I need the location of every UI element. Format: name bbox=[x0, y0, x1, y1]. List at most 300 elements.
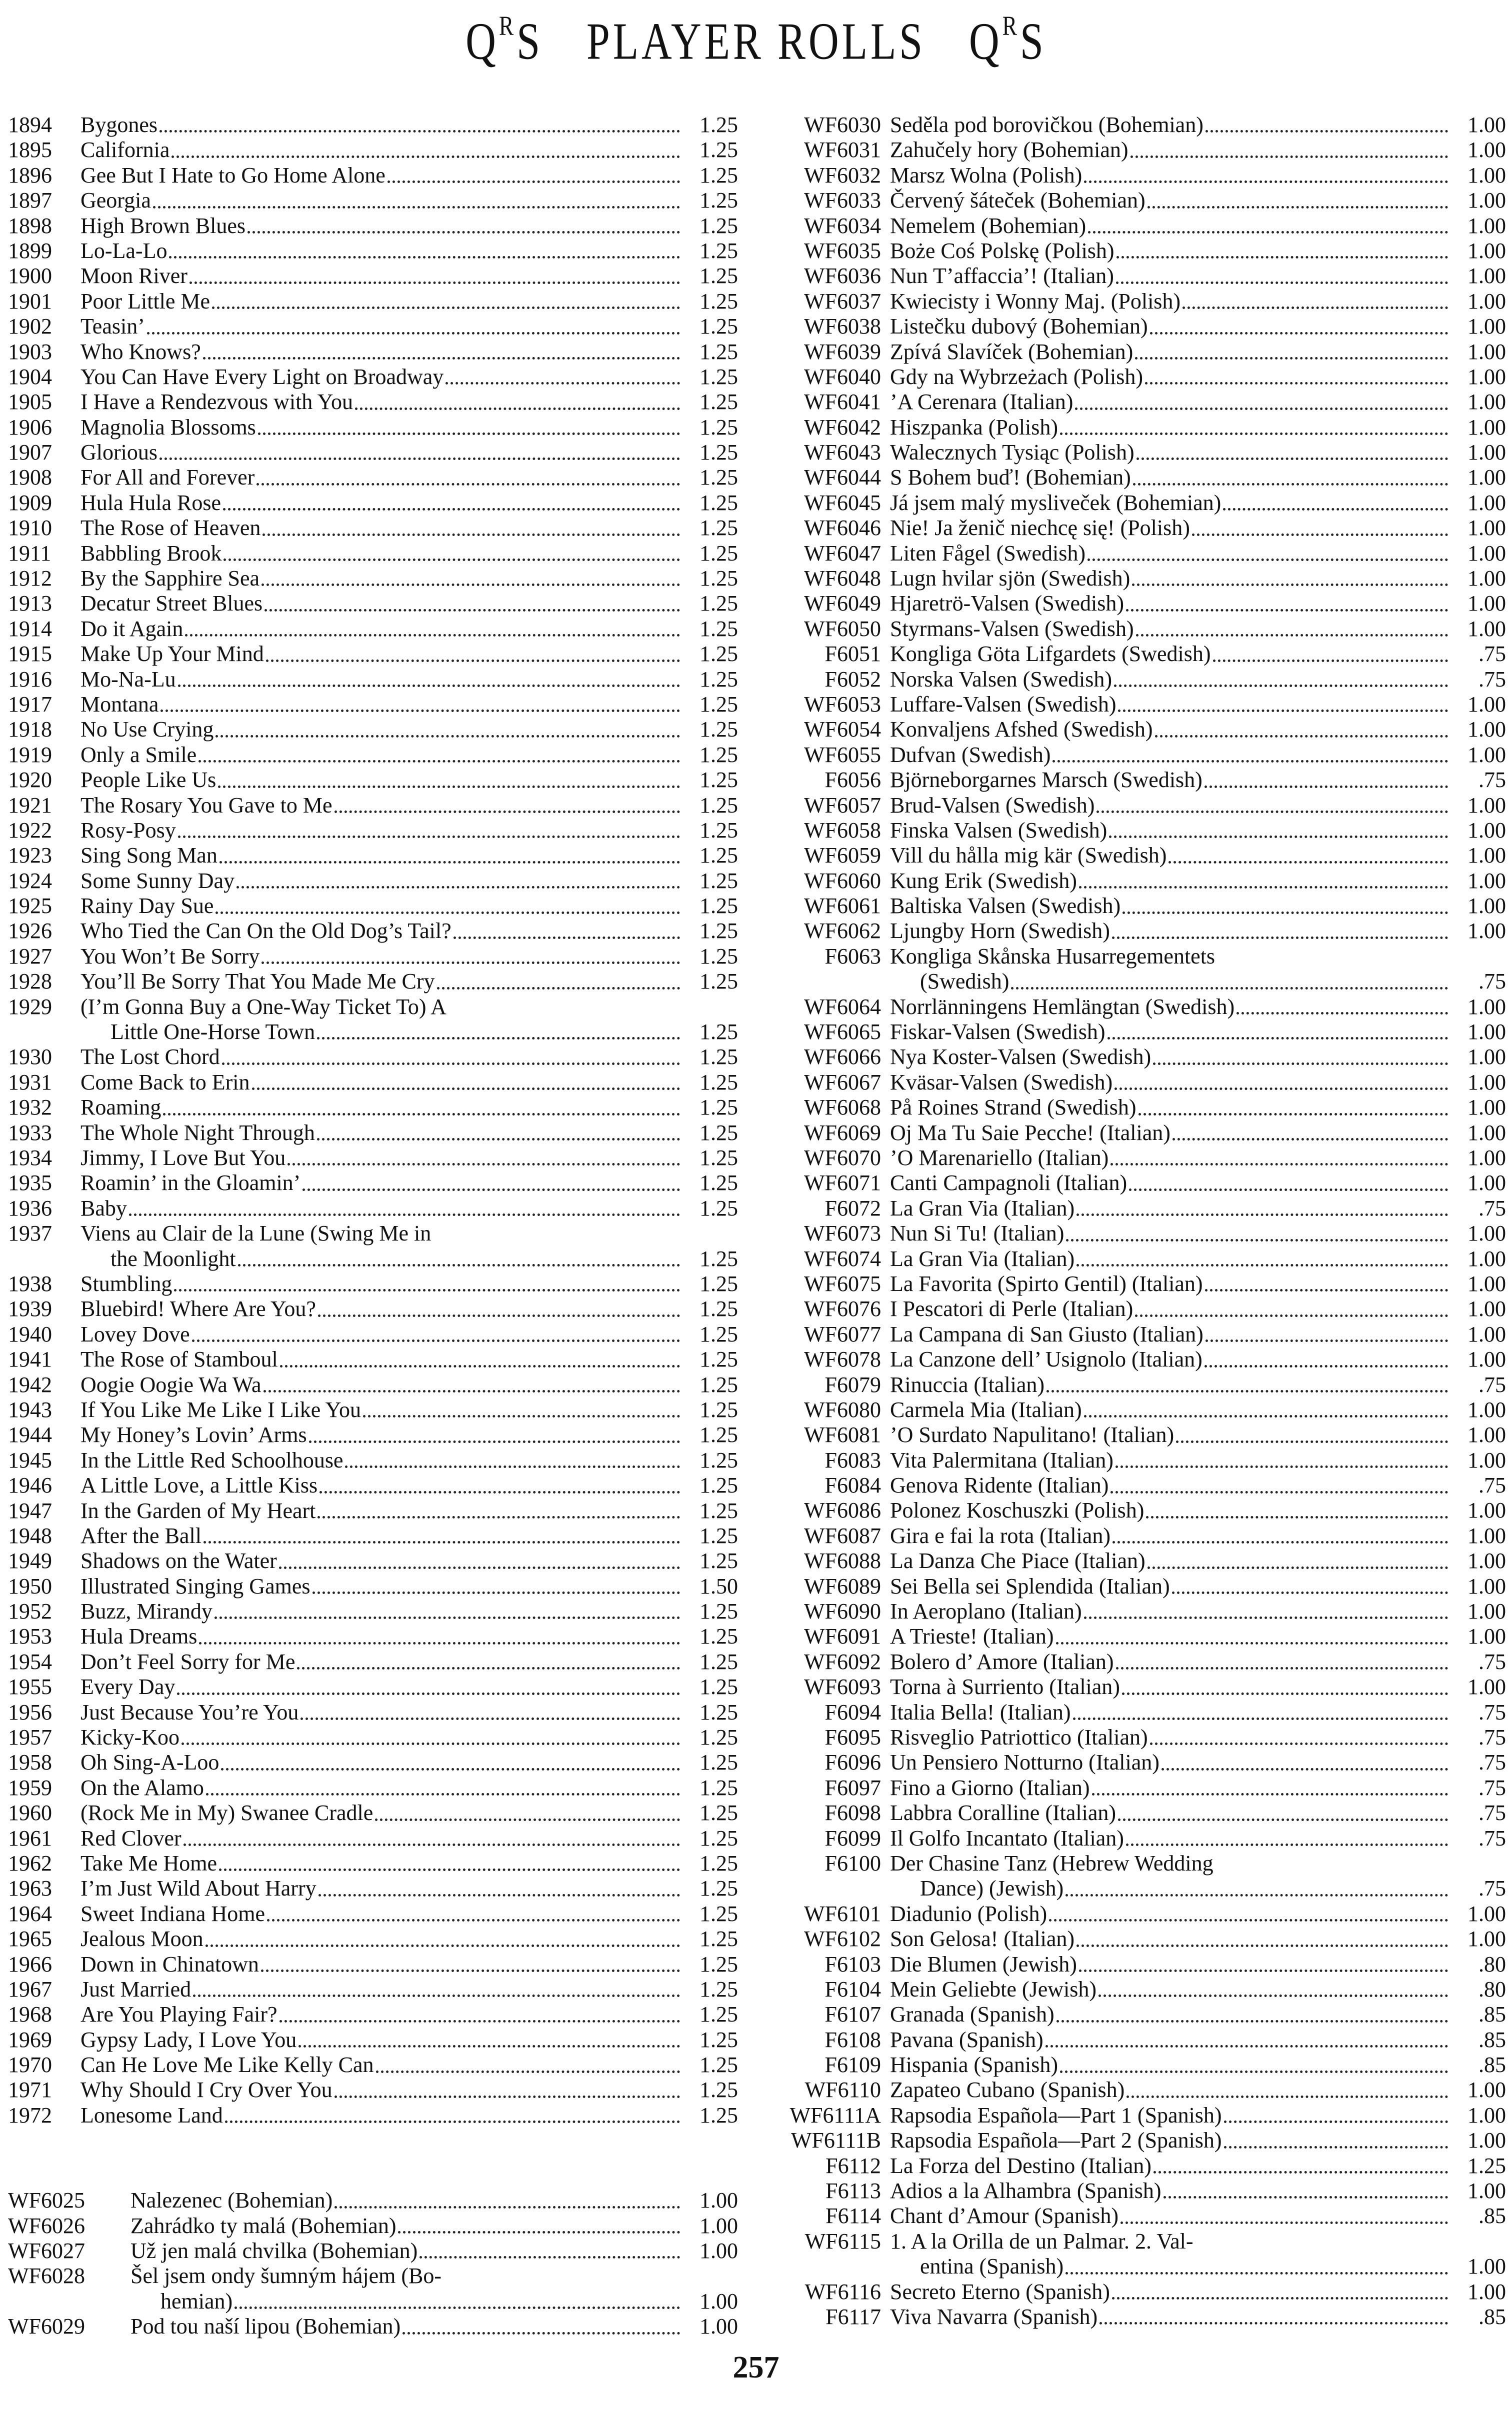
roll-title: Zpívá Slavíček (Bohemian) bbox=[890, 339, 1134, 364]
roll-number: WF6093 bbox=[804, 1674, 881, 1700]
roll-number: F6113 bbox=[826, 2178, 881, 2204]
roll-title: S Bohem buď! (Bohemian) bbox=[890, 465, 1131, 490]
dot-leader bbox=[1150, 1742, 1448, 1745]
roll-price: 1.00 bbox=[1468, 818, 1506, 842]
dot-leader bbox=[193, 1994, 680, 1997]
roll-title: Nie! Ja ženič niechcę się! (Polish) bbox=[890, 516, 1190, 540]
roll-price: 1.00 bbox=[1468, 414, 1506, 440]
dot-leader bbox=[1073, 1718, 1448, 1720]
dot-leader bbox=[267, 1919, 680, 1922]
catalog-entry bbox=[770, 1398, 1506, 1422]
roll-number: 1916 bbox=[8, 666, 52, 692]
catalog-entry bbox=[770, 868, 1506, 894]
roll-price: 1.00 bbox=[1468, 843, 1506, 868]
catalog-entry bbox=[8, 717, 738, 742]
dot-leader bbox=[1118, 710, 1448, 712]
catalog-entry bbox=[770, 440, 1506, 465]
dot-leader bbox=[1110, 1491, 1448, 1494]
roll-number: WF6067 bbox=[804, 1070, 881, 1094]
dot-leader bbox=[1112, 936, 1448, 939]
dot-leader bbox=[214, 1616, 680, 1619]
roll-number: 1927 bbox=[8, 944, 52, 968]
roll-number: WF6034 bbox=[804, 213, 881, 238]
dot-leader bbox=[182, 1742, 680, 1745]
roll-number: WF6058 bbox=[804, 818, 881, 842]
dot-leader bbox=[221, 1768, 680, 1770]
catalog-entry bbox=[8, 642, 738, 666]
roll-number: WF6040 bbox=[804, 364, 881, 389]
catalog-entry bbox=[8, 264, 738, 288]
roll-number: WF6075 bbox=[804, 1271, 881, 1296]
roll-price: 1.00 bbox=[1468, 1523, 1506, 1548]
catalog-entry bbox=[770, 1725, 1506, 1750]
roll-number: F6095 bbox=[824, 1725, 881, 1750]
roll-price: 1.25 bbox=[700, 2052, 738, 2078]
catalog-entry bbox=[770, 1020, 1506, 1044]
roll-number: WF6110 bbox=[804, 2078, 881, 2102]
roll-number: 1960 bbox=[8, 1800, 52, 1826]
roll-price: 1.00 bbox=[700, 2188, 738, 2213]
roll-number: 1922 bbox=[8, 818, 52, 842]
roll-number: 1919 bbox=[8, 742, 52, 767]
roll-title: Pavana (Spanish) bbox=[890, 2027, 1044, 2052]
catalog-entry bbox=[770, 415, 1506, 440]
catalog-entry bbox=[8, 1700, 738, 1725]
roll-number: WF6092 bbox=[804, 1649, 881, 1674]
roll-number: 1965 bbox=[8, 1926, 52, 1952]
roll-number: 1909 bbox=[8, 490, 52, 515]
roll-price: 1.25 bbox=[700, 1146, 738, 1170]
roll-price: 1.00 bbox=[1468, 390, 1506, 414]
roll-title: Baby bbox=[80, 1196, 127, 1220]
catalog-entry bbox=[8, 1196, 738, 1221]
roll-title: Zapateo Cubano (Spanish) bbox=[890, 2078, 1125, 2102]
roll-title: Genova Ridente (Italian) bbox=[890, 1473, 1109, 1498]
roll-number: 1946 bbox=[8, 1473, 52, 1498]
roll-title: Norska Valsen (Swedish) bbox=[890, 666, 1112, 692]
roll-price: 1.00 bbox=[1468, 314, 1506, 339]
roll-title: Bygones bbox=[80, 112, 158, 137]
catalog-entry bbox=[8, 1120, 738, 1146]
dot-leader bbox=[266, 660, 680, 662]
catalog-entry bbox=[770, 1750, 1506, 1775]
dot-leader bbox=[174, 1289, 680, 1292]
roll-number: 1954 bbox=[8, 1649, 52, 1674]
dot-leader bbox=[1148, 1566, 1448, 1569]
roll-title: Secreto Eterno (Spanish) bbox=[890, 2279, 1110, 2304]
roll-price: .85 bbox=[1478, 2052, 1506, 2078]
catalog-entry bbox=[770, 1221, 1506, 1246]
roll-price: 1.25 bbox=[700, 2002, 738, 2027]
roll-title: På Roines Strand (Swedish) bbox=[890, 1095, 1136, 1120]
roll-title: Lovey Dove bbox=[80, 1322, 190, 1346]
roll-price: 1.25 bbox=[700, 868, 738, 893]
catalog-entry bbox=[8, 566, 738, 591]
roll-price: 1.00 bbox=[1468, 2178, 1506, 2204]
roll-number: WF6036 bbox=[804, 264, 881, 288]
dot-leader bbox=[1182, 306, 1448, 309]
catalog-entry bbox=[770, 112, 1506, 138]
page-header bbox=[0, 10, 1512, 72]
dot-leader bbox=[363, 1415, 680, 1418]
roll-title: Risveglio Patriottico (Italian) bbox=[890, 1725, 1148, 1750]
roll-number: 1897 bbox=[8, 188, 52, 213]
roll-price: 1.25 bbox=[700, 1271, 738, 1296]
roll-title: Stumbling bbox=[80, 1271, 172, 1296]
dot-leader bbox=[1148, 206, 1448, 208]
roll-price: 1.00 bbox=[1468, 264, 1506, 288]
roll-price: 1.25 bbox=[700, 390, 738, 414]
catalog-entry bbox=[770, 1448, 1506, 1473]
roll-price: 1.00 bbox=[1468, 364, 1506, 389]
roll-price: 1.25 bbox=[700, 2027, 738, 2052]
roll-price: 1.25 bbox=[700, 692, 738, 716]
roll-number: WF6026 bbox=[8, 2213, 85, 2238]
roll-title: Nalezenec (Bohemian) bbox=[130, 2188, 333, 2213]
roll-price: 1.00 bbox=[1468, 1221, 1506, 1246]
roll-price: .75 bbox=[1478, 1649, 1506, 1674]
roll-price: .75 bbox=[1478, 969, 1506, 994]
catalog-entry bbox=[770, 1322, 1506, 1347]
roll-number: 1900 bbox=[8, 264, 52, 288]
roll-number: 1934 bbox=[8, 1146, 52, 1170]
dot-leader bbox=[312, 1592, 680, 1594]
dot-leader bbox=[1060, 2070, 1448, 2073]
catalog-entry bbox=[8, 340, 738, 364]
catalog-entry bbox=[8, 1095, 738, 1120]
catalog-entry bbox=[8, 138, 738, 162]
roll-title: Kväsar-Valsen (Swedish) bbox=[890, 1070, 1113, 1094]
roll-title: Pod tou naší lipou (Bohemian) bbox=[130, 2314, 401, 2339]
roll-title-continued: Dance) (Jewish) bbox=[920, 1876, 1064, 1901]
roll-title: Kongliga Göta Lifgardets (Swedish) bbox=[890, 642, 1211, 666]
roll-title: If You Like Me Like I Like You bbox=[80, 1397, 361, 1422]
roll-title: Can He Love Me Like Kelly Can bbox=[80, 2052, 374, 2078]
roll-number: 1933 bbox=[8, 1120, 52, 1145]
roll-title: Canti Campagnoli (Italian) bbox=[890, 1170, 1128, 1196]
roll-title: Zahučely hory (Bohemian) bbox=[890, 138, 1128, 162]
roll-title: California bbox=[80, 138, 170, 162]
catalog-entry bbox=[8, 1624, 738, 1649]
dot-leader bbox=[334, 2096, 680, 2098]
roll-price: 1.00 bbox=[1468, 465, 1506, 490]
catalog-entry bbox=[770, 163, 1506, 188]
roll-title: Kwiecisty i Wonny Maj. (Polish) bbox=[890, 288, 1181, 314]
roll-title: A Little Love, a Little Kiss bbox=[80, 1473, 318, 1498]
roll-price: 1.00 bbox=[700, 2238, 738, 2264]
roll-price: 1.25 bbox=[700, 1750, 738, 1775]
dot-leader bbox=[218, 786, 680, 788]
roll-title: Hjaretrö-Valsen (Swedish) bbox=[890, 591, 1124, 616]
catalog-entry bbox=[8, 364, 738, 390]
dot-leader bbox=[262, 584, 680, 586]
dot-leader bbox=[1122, 912, 1448, 914]
dot-leader bbox=[1135, 357, 1448, 360]
roll-price: 1.25 bbox=[700, 490, 738, 515]
roll-number: 1948 bbox=[8, 1523, 52, 1548]
roll-price: 1.00 bbox=[1468, 1070, 1506, 1094]
roll-number: WF6046 bbox=[804, 516, 881, 540]
catalog-entry bbox=[770, 591, 1506, 616]
roll-title: Konvaljens Afshed (Swedish) bbox=[890, 717, 1153, 742]
roll-price: 1.25 bbox=[700, 566, 738, 591]
dot-leader bbox=[203, 357, 680, 360]
catalog-entry bbox=[8, 1800, 738, 1826]
page-title: PLAYER ROLLS bbox=[586, 12, 926, 71]
roll-price: 1.25 bbox=[700, 1498, 738, 1523]
dot-leader bbox=[224, 558, 680, 561]
dot-leader bbox=[1132, 584, 1448, 586]
dot-leader bbox=[1223, 508, 1448, 510]
dot-leader bbox=[375, 1818, 680, 1821]
roll-number: WF6062 bbox=[804, 918, 881, 944]
roll-title: Kicky-Koo bbox=[80, 1725, 180, 1750]
roll-price: .75 bbox=[1478, 1826, 1506, 1850]
roll-price: 1.00 bbox=[1468, 490, 1506, 515]
roll-number: 1921 bbox=[8, 792, 52, 818]
catalog-entry bbox=[770, 2229, 1506, 2280]
roll-title: Fiskar-Valsen (Swedish) bbox=[890, 1020, 1106, 1044]
roll-price: 1.25 bbox=[700, 1700, 738, 1724]
roll-title: Liten Fågel (Swedish) bbox=[890, 540, 1086, 566]
catalog-entry bbox=[8, 1524, 738, 1548]
roll-price: 1.00 bbox=[1468, 238, 1506, 263]
roll-title: Oh Sing-A-Loo bbox=[80, 1750, 220, 1775]
roll-price: 1.00 bbox=[1468, 138, 1506, 162]
roll-title: Walecznych Tysiąc (Polish) bbox=[890, 440, 1134, 465]
dot-leader bbox=[1088, 231, 1448, 234]
catalog-entry bbox=[770, 1422, 1506, 1448]
catalog-entry bbox=[770, 742, 1506, 768]
roll-number: WF6090 bbox=[804, 1599, 881, 1624]
catalog-entry bbox=[8, 2238, 738, 2264]
catalog-entry bbox=[8, 1296, 738, 1322]
dot-leader bbox=[262, 962, 680, 964]
dot-leader bbox=[198, 760, 680, 762]
roll-number: 1935 bbox=[8, 1170, 52, 1196]
catalog-entry bbox=[770, 1800, 1506, 1826]
roll-price: 1.25 bbox=[700, 1020, 738, 1044]
roll-number: F6114 bbox=[826, 2204, 881, 2228]
roll-number: WF6029 bbox=[8, 2314, 85, 2339]
roll-price: 1.00 bbox=[1468, 1901, 1506, 1926]
roll-title: Red Clover bbox=[80, 1826, 182, 1850]
catalog-entry bbox=[8, 692, 738, 717]
dot-leader bbox=[1136, 458, 1448, 460]
roll-price: 1.25 bbox=[700, 642, 738, 666]
roll-title: Die Blumen (Jewish) bbox=[890, 1952, 1077, 1976]
roll-price: 1.25 bbox=[700, 540, 738, 566]
roll-price: 1.25 bbox=[700, 1044, 738, 1070]
roll-number: 1953 bbox=[8, 1624, 52, 1649]
dot-leader bbox=[204, 1541, 680, 1544]
dot-leader bbox=[1162, 1768, 1448, 1770]
catalog-entry bbox=[8, 2002, 738, 2027]
dot-leader bbox=[1172, 1138, 1448, 1140]
catalog-entry bbox=[8, 465, 738, 490]
catalog-entry bbox=[770, 289, 1506, 314]
dot-leader bbox=[1066, 2272, 1448, 2274]
roll-title: Illustrated Singing Games bbox=[80, 1574, 310, 1598]
roll-title: Hispania (Spanish) bbox=[890, 2052, 1058, 2078]
roll-number: WF6055 bbox=[804, 742, 881, 767]
roll-number: 1930 bbox=[8, 1044, 52, 1070]
dot-leader bbox=[1052, 760, 1448, 762]
roll-price: 1.25 bbox=[700, 213, 738, 238]
roll-number: WF6069 bbox=[804, 1120, 881, 1145]
catalog-entry bbox=[8, 1322, 738, 1347]
roll-price: 1.00 bbox=[1468, 868, 1506, 893]
dot-leader bbox=[1126, 2096, 1448, 2098]
roll-title: Finska Valsen (Swedish) bbox=[890, 818, 1108, 842]
roll-title: The Rose of Heaven bbox=[80, 516, 261, 540]
roll-price: 1.00 bbox=[1468, 692, 1506, 716]
dot-leader bbox=[288, 1163, 680, 1166]
catalog-entry bbox=[8, 1473, 738, 1498]
dot-leader bbox=[1075, 408, 1448, 410]
roll-price: 1.00 bbox=[1468, 994, 1506, 1019]
dot-leader bbox=[1084, 1415, 1448, 1418]
right-column bbox=[770, 112, 1506, 2330]
dot-leader bbox=[238, 1264, 680, 1266]
roll-price: 1.25 bbox=[700, 1397, 738, 1422]
catalog-entry bbox=[770, 1776, 1506, 1800]
roll-price: 1.00 bbox=[1468, 2254, 1506, 2279]
roll-title: Björneborgarnes Marsch (Swedish) bbox=[890, 768, 1202, 792]
roll-number: F6098 bbox=[824, 1800, 881, 1826]
roll-number: WF6087 bbox=[804, 1523, 881, 1548]
roll-title: Vita Palermitana (Italian) bbox=[890, 1448, 1114, 1472]
catalog-entry bbox=[8, 969, 738, 994]
roll-price: 1.00 bbox=[1468, 2128, 1506, 2153]
roll-title: Gypsy Lady, I Love You bbox=[80, 2027, 297, 2052]
roll-price: 1.25 bbox=[700, 1372, 738, 1397]
roll-price: 1.25 bbox=[700, 1523, 738, 1548]
roll-price: 1.00 bbox=[1468, 1498, 1506, 1523]
dot-leader bbox=[1176, 1440, 1448, 1443]
roll-number: WF6076 bbox=[804, 1296, 881, 1322]
roll-title: The Rose of Stamboul bbox=[80, 1347, 278, 1372]
roll-price: 1.00 bbox=[1468, 918, 1506, 944]
roll-number: 1907 bbox=[8, 440, 52, 465]
roll-number: WF6080 bbox=[804, 1397, 881, 1422]
roll-price: 1.00 bbox=[1468, 894, 1506, 918]
catalog-entry bbox=[770, 2052, 1506, 2078]
roll-price: 1.25 bbox=[700, 1246, 738, 1271]
roll-price: 1.00 bbox=[1468, 339, 1506, 364]
dot-leader bbox=[261, 1970, 680, 1972]
roll-price: 1.00 bbox=[700, 2314, 738, 2339]
catalog-entry bbox=[770, 1977, 1506, 2002]
catalog-entry bbox=[8, 2103, 738, 2128]
roll-title: La Canzone dell’ Usignolo (Italian) bbox=[890, 1347, 1202, 1372]
catalog-entry bbox=[770, 692, 1506, 717]
roll-price: 1.25 bbox=[700, 1649, 738, 1674]
roll-title: After the Ball bbox=[80, 1523, 202, 1548]
catalog-entry bbox=[770, 1851, 1506, 1902]
catalog-entry bbox=[8, 289, 738, 314]
roll-title: Ljungby Horn (Swedish) bbox=[890, 918, 1110, 944]
dot-leader bbox=[1049, 1919, 1448, 1922]
roll-price: 1.25 bbox=[700, 1422, 738, 1448]
roll-title: Jealous Moon bbox=[80, 1926, 204, 1952]
roll-price: .75 bbox=[1478, 1473, 1506, 1498]
catalog-entry bbox=[770, 1146, 1506, 1170]
dot-leader bbox=[160, 458, 680, 460]
roll-number: WF6116 bbox=[804, 2279, 881, 2304]
roll-number: WF6088 bbox=[804, 1548, 881, 1574]
catalog-entry bbox=[770, 1246, 1506, 1272]
roll-title-continued: the Moonlight bbox=[110, 1246, 236, 1271]
catalog-entry bbox=[8, 214, 738, 238]
catalog-entry bbox=[8, 868, 738, 894]
roll-price: 1.00 bbox=[1468, 1271, 1506, 1296]
roll-price: 1.00 bbox=[1468, 1599, 1506, 1624]
roll-title: Lo-La-Lo bbox=[80, 238, 168, 263]
roll-number: F6117 bbox=[826, 2304, 881, 2330]
roll-number: 1929 bbox=[8, 994, 52, 1019]
roll-price: 1.25 bbox=[700, 364, 738, 389]
roll-price: 1.25 bbox=[700, 1322, 738, 1346]
brand-letter-sup: R bbox=[1002, 10, 1020, 42]
roll-title: Roamin’ in the Gloamin’ bbox=[80, 1170, 301, 1196]
roll-price: 1.25 bbox=[700, 792, 738, 818]
catalog-entry bbox=[8, 768, 738, 792]
roll-title: La Danza Che Piace (Italian) bbox=[890, 1548, 1146, 1574]
dot-leader bbox=[220, 861, 680, 864]
roll-title: Diadunio (Polish) bbox=[890, 1901, 1048, 1926]
roll-title: For All and Forever bbox=[80, 465, 255, 490]
catalog-entry bbox=[770, 264, 1506, 288]
roll-price: .75 bbox=[1478, 1700, 1506, 1724]
catalog-entry bbox=[8, 390, 738, 414]
catalog-entry bbox=[8, 490, 738, 516]
roll-price: 1.00 bbox=[1468, 1548, 1506, 1574]
dot-leader bbox=[222, 1062, 680, 1065]
catalog-list-foreign bbox=[8, 2188, 738, 2339]
roll-title: My Honey’s Lovin’ Arms bbox=[80, 1422, 307, 1448]
roll-price: 1.25 bbox=[700, 1473, 738, 1498]
dot-leader bbox=[334, 810, 680, 813]
catalog-entry bbox=[8, 1498, 738, 1524]
roll-number: WF6068 bbox=[804, 1095, 881, 1120]
roll-title: Hula Hula Rose bbox=[80, 490, 222, 515]
roll-number: 1949 bbox=[8, 1548, 52, 1574]
roll-number: F6083 bbox=[824, 1448, 881, 1472]
roll-price: .75 bbox=[1478, 1196, 1506, 1220]
roll-number: 1906 bbox=[8, 414, 52, 440]
roll-title: You’ll Be Sorry That You Made Me Cry bbox=[80, 969, 435, 994]
dot-leader bbox=[264, 1390, 680, 1392]
roll-price: 1.25 bbox=[700, 188, 738, 213]
roll-number: 1920 bbox=[8, 768, 52, 792]
roll-title: Shadows on the Water bbox=[80, 1548, 277, 1574]
dot-leader bbox=[1060, 432, 1448, 435]
roll-price: 1.25 bbox=[700, 1850, 738, 1876]
catalog-entry bbox=[8, 793, 738, 818]
catalog-entry bbox=[770, 2128, 1506, 2153]
catalog-entry bbox=[770, 2280, 1506, 2304]
roll-price: 1.00 bbox=[1468, 591, 1506, 616]
roll-title: Come Back to Erin bbox=[80, 1070, 250, 1094]
roll-title-continued: hemian) bbox=[160, 2288, 233, 2314]
roll-number: F6108 bbox=[824, 2027, 881, 2052]
catalog-entry bbox=[8, 2214, 738, 2238]
catalog-entry bbox=[770, 390, 1506, 414]
roll-title: Torna à Surriento (Italian) bbox=[890, 1674, 1120, 1700]
roll-price: 1.00 bbox=[1468, 1624, 1506, 1649]
roll-price: 1.25 bbox=[700, 818, 738, 842]
